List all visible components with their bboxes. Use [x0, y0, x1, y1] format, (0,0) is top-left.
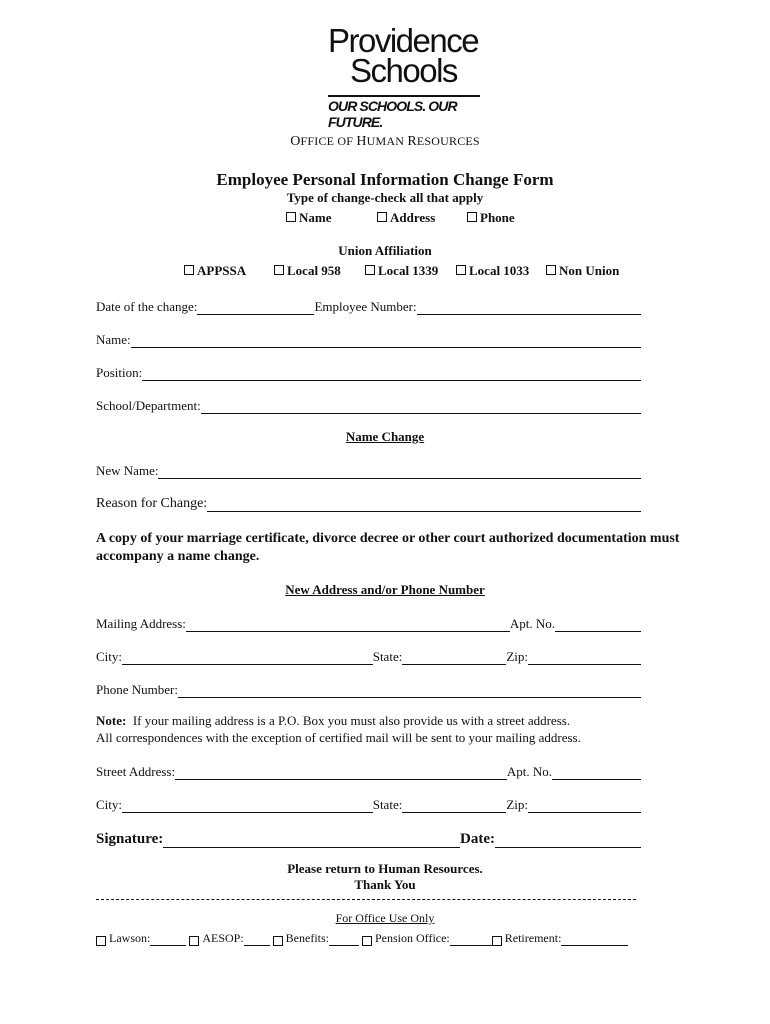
address-heading: New Address and/or Phone Number: [285, 582, 485, 597]
street-address-row: [96, 762, 641, 780]
phone-field[interactable]: [178, 684, 641, 698]
new-name-row: [96, 461, 641, 479]
lawson-label: Lawson:: [109, 931, 151, 945]
aesop-label: AESOP:: [202, 931, 244, 945]
providence-schools-logo: [318, 22, 493, 130]
return-line-2: Thank You: [354, 877, 416, 892]
checkbox-icon[interactable]: [274, 265, 284, 275]
date-of-change-label: Date of the change:: [96, 299, 198, 314]
union-local-958[interactable]: Local 958: [274, 263, 341, 279]
city-state-zip-row: [96, 647, 641, 665]
mailing-address-field[interactable]: [186, 618, 510, 632]
name-label: Name:: [96, 332, 131, 347]
logo-line-2: Schools: [350, 52, 457, 89]
street-address-label: Street Address:: [96, 764, 176, 779]
zip-field[interactable]: [528, 651, 641, 665]
signature-row: [96, 826, 641, 848]
checkbox-icon[interactable]: [184, 265, 194, 275]
change-type-address[interactable]: Address: [377, 210, 435, 226]
pension-field[interactable]: [450, 935, 492, 946]
name-field[interactable]: [131, 334, 641, 348]
new-name-label: New Name:: [96, 463, 159, 478]
office-heading: OFFICE OF HUMAN RESOURCES: [290, 134, 480, 149]
note-line-2: All correspondences with the exception of certified mail will be sent to your mailing address.: [96, 730, 581, 745]
note-line-1: If your mailing address is a P.O. Box you must also provide us with a street address.: [132, 713, 571, 728]
divider: [96, 899, 636, 900]
checkbox-icon[interactable]: [273, 936, 283, 946]
city-label-2: City:: [96, 797, 123, 812]
name-row: [96, 330, 641, 348]
state-label-2: State:: [372, 797, 403, 812]
checkbox-icon[interactable]: [362, 936, 372, 946]
logo-line-1: Providence: [328, 22, 479, 59]
city-field[interactable]: [122, 651, 373, 665]
name-change-notice: A copy of your marriage certificate, divorce decree or other court authorized documentation must accompany a name change.: [96, 531, 680, 564]
apt-field-2[interactable]: [552, 766, 641, 780]
signature-date-field[interactable]: [495, 832, 641, 848]
benefits-field[interactable]: [329, 935, 359, 946]
union-appssa[interactable]: APPSSA: [184, 263, 246, 279]
aesop-field[interactable]: [244, 935, 270, 946]
new-name-field[interactable]: [158, 465, 641, 479]
zip-field-2[interactable]: [528, 799, 641, 813]
change-type-name[interactable]: Name: [286, 210, 332, 226]
position-label: Position:: [96, 365, 143, 380]
state-field[interactable]: [402, 651, 506, 665]
union-local-1339[interactable]: Local 1339: [365, 263, 438, 279]
pension-label: Pension Office:: [375, 931, 450, 945]
note-label: Note:: [96, 713, 127, 728]
position-field[interactable]: [142, 367, 641, 381]
zip-label-2: Zip:: [506, 797, 528, 812]
change-type-heading: Type of change-check all that apply: [286, 190, 484, 205]
school-department-field[interactable]: [201, 400, 641, 414]
logo-rule: [328, 95, 480, 97]
city-label: City:: [96, 649, 123, 664]
retirement-label: Retirement:: [504, 931, 562, 945]
phone-row: [96, 680, 641, 698]
lawson-field[interactable]: [150, 935, 186, 946]
form-title: Employee Personal Information Change Form: [216, 170, 554, 189]
office-use-heading: For Office Use Only: [335, 911, 435, 925]
checkbox-icon[interactable]: [377, 212, 387, 222]
zip-label: Zip:: [506, 649, 528, 664]
date-of-change-field[interactable]: [197, 301, 314, 315]
state-field-2[interactable]: [402, 799, 506, 813]
reason-field[interactable]: [207, 498, 641, 512]
employee-number-field[interactable]: [417, 301, 641, 315]
union-non-union[interactable]: Non Union: [546, 263, 619, 279]
school-department-row: [96, 396, 641, 414]
apt-field[interactable]: [555, 618, 641, 632]
position-row: [96, 363, 641, 381]
signature-field[interactable]: [163, 832, 460, 848]
reason-label: Reason for Change:: [96, 496, 208, 511]
mailing-address-row: [96, 614, 641, 632]
employee-number-label: Employee Number:: [314, 299, 417, 314]
union-heading: Union Affiliation: [338, 243, 432, 258]
city-field-2[interactable]: [122, 799, 373, 813]
benefits-label: Benefits:: [285, 931, 329, 945]
office-use-row: [96, 931, 628, 946]
address-note: [96, 712, 696, 746]
change-type-phone[interactable]: Phone: [467, 210, 515, 226]
signature-label: Signature:: [96, 831, 164, 847]
checkbox-icon[interactable]: [365, 265, 375, 275]
apt-label-2: Apt. No.: [506, 764, 552, 779]
union-local-1033[interactable]: Local 1033: [456, 263, 529, 279]
checkbox-icon[interactable]: [492, 936, 502, 946]
city-state-zip-row-2: [96, 795, 641, 813]
date-employee-row: [96, 297, 641, 315]
logo-tagline: OUR SCHOOLS. OUR FUTURE.: [328, 98, 457, 130]
apt-label: Apt. No.: [509, 616, 555, 631]
checkbox-icon[interactable]: [546, 265, 556, 275]
reason-row: [96, 494, 641, 512]
phone-label: Phone Number:: [96, 682, 178, 697]
signature-date-label: Date:: [460, 831, 495, 847]
checkbox-icon[interactable]: [96, 936, 106, 946]
checkbox-icon[interactable]: [189, 936, 199, 946]
name-change-heading: Name Change: [345, 429, 425, 444]
street-address-field[interactable]: [175, 766, 507, 780]
state-label: State:: [372, 649, 403, 664]
checkbox-icon[interactable]: [467, 212, 477, 222]
checkbox-icon[interactable]: [286, 212, 296, 222]
mailing-address-label: Mailing Address:: [96, 616, 186, 631]
school-department-label: School/Department:: [96, 398, 201, 413]
retirement-field[interactable]: [561, 935, 628, 946]
checkbox-icon[interactable]: [456, 265, 466, 275]
return-line-1: Please return to Human Resources.: [287, 861, 483, 876]
